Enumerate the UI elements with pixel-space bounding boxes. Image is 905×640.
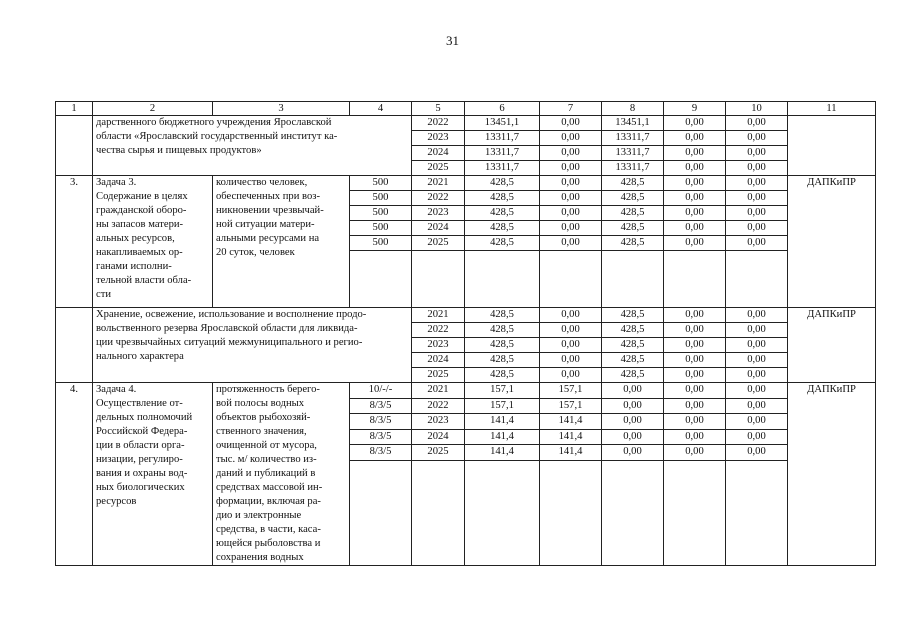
federal-cell: 0,00 <box>540 353 602 368</box>
empty-cell <box>540 251 602 308</box>
text-line: средствах массовой ин- <box>216 482 323 493</box>
regional-cell: 428,5 <box>602 236 664 251</box>
empty-cell <box>350 251 412 308</box>
table-row <box>56 383 876 399</box>
federal-cell: 0,00 <box>540 338 602 353</box>
year-cell: 2025 <box>412 445 465 461</box>
year-cell: 2024 <box>412 429 465 445</box>
text-line: чества сырья и пищевых продуктов» <box>96 145 262 156</box>
local-cell: 0,00 <box>664 131 726 146</box>
text-line: Содержание в целях <box>96 191 188 202</box>
header-cell: 9 <box>664 102 726 116</box>
local-cell: 0,00 <box>664 221 726 236</box>
total-cell: 428,5 <box>465 368 540 383</box>
target-cell: 500 <box>350 191 412 206</box>
header-cell: 2 <box>93 102 213 116</box>
empty-cell <box>602 460 664 565</box>
federal-cell: 0,00 <box>540 131 602 146</box>
measure-description <box>93 116 412 176</box>
total-cell: 428,5 <box>465 353 540 368</box>
total-cell: 428,5 <box>465 206 540 221</box>
empty-cell <box>602 251 664 308</box>
target-cell: 8/3/5 <box>350 414 412 430</box>
text-line: ресурсов <box>96 496 137 507</box>
text-line: 20 суток, человек <box>216 247 295 258</box>
extra-cell: 0,00 <box>726 368 788 383</box>
text-line: дио и электронные <box>216 510 302 521</box>
target-cell: 500 <box>350 221 412 236</box>
year-cell: 2023 <box>412 131 465 146</box>
empty-cell <box>465 460 540 565</box>
regional-cell: 0,00 <box>602 383 664 399</box>
federal-cell: 0,00 <box>540 161 602 176</box>
regional-cell: 0,00 <box>602 414 664 430</box>
local-cell: 0,00 <box>664 383 726 399</box>
federal-cell: 141,4 <box>540 414 602 430</box>
extra-cell: 0,00 <box>726 383 788 399</box>
target-cell: 500 <box>350 176 412 191</box>
year-cell: 2023 <box>412 414 465 430</box>
target-cell: 8/3/5 <box>350 398 412 414</box>
year-cell: 2025 <box>412 161 465 176</box>
total-cell: 141,4 <box>465 414 540 430</box>
local-cell: 0,00 <box>664 236 726 251</box>
text-line: количество человек, <box>216 177 308 188</box>
text-line: ны запасов матери- <box>96 219 184 230</box>
extra-cell: 0,00 <box>726 161 788 176</box>
local-cell: 0,00 <box>664 206 726 221</box>
empty-cell <box>664 251 726 308</box>
total-cell: 428,5 <box>465 323 540 338</box>
measure-description <box>93 308 412 383</box>
federal-cell: 0,00 <box>540 146 602 161</box>
header-cell: 5 <box>412 102 465 116</box>
total-cell: 428,5 <box>465 236 540 251</box>
extra-cell: 0,00 <box>726 445 788 461</box>
text-line: Хранение, освежение, использование и восполнение продо- <box>96 309 367 320</box>
local-cell: 0,00 <box>664 161 726 176</box>
table-row <box>56 308 876 323</box>
year-cell: 2021 <box>412 308 465 323</box>
empty-cell <box>726 251 788 308</box>
federal-cell: 0,00 <box>540 221 602 236</box>
page-number: 31 <box>446 33 459 48</box>
local-cell: 0,00 <box>664 368 726 383</box>
total-cell: 13311,7 <box>465 131 540 146</box>
task-number: 4. <box>56 383 93 566</box>
local-cell: 0,00 <box>664 338 726 353</box>
local-cell: 0,00 <box>664 191 726 206</box>
federal-cell: 0,00 <box>540 206 602 221</box>
year-cell: 2022 <box>412 116 465 131</box>
total-cell: 157,1 <box>465 398 540 414</box>
local-cell: 0,00 <box>664 398 726 414</box>
text-line: сохранения водных <box>216 552 304 563</box>
target-cell: 500 <box>350 236 412 251</box>
year-cell: 2025 <box>412 368 465 383</box>
total-cell: 428,5 <box>465 338 540 353</box>
year-cell: 2023 <box>412 206 465 221</box>
extra-cell: 0,00 <box>726 338 788 353</box>
year-cell: 2022 <box>412 191 465 206</box>
extra-cell: 0,00 <box>726 414 788 430</box>
total-cell: 428,5 <box>465 191 540 206</box>
text-line: Задача 4. <box>96 384 137 395</box>
federal-cell: 0,00 <box>540 116 602 131</box>
total-cell: 13451,1 <box>465 116 540 131</box>
extra-cell: 0,00 <box>726 206 788 221</box>
regional-cell: 428,5 <box>602 206 664 221</box>
header-cell: 11 <box>788 102 876 116</box>
total-cell: 141,4 <box>465 429 540 445</box>
header-cell: 1 <box>56 102 93 116</box>
regional-cell: 428,5 <box>602 308 664 323</box>
text-line: альными ресурсами на <box>216 233 320 244</box>
total-cell: 428,5 <box>465 308 540 323</box>
text-line: дарственного бюджетного учреждения Ярославской <box>96 117 332 128</box>
program-table <box>55 101 876 566</box>
year-cell: 2024 <box>412 353 465 368</box>
federal-cell: 0,00 <box>540 323 602 338</box>
year-cell: 2024 <box>412 146 465 161</box>
federal-cell: 157,1 <box>540 398 602 414</box>
extra-cell: 0,00 <box>726 236 788 251</box>
text-line: ции чрезвычайных ситуаций межмуниципального и регио- <box>96 337 363 348</box>
text-line: ных биологических <box>96 482 185 493</box>
header-cell: 6 <box>465 102 540 116</box>
extra-cell: 0,00 <box>726 191 788 206</box>
empty-cell <box>350 460 412 565</box>
indicator-description <box>213 383 350 566</box>
total-cell: 13311,7 <box>465 146 540 161</box>
extra-cell: 0,00 <box>726 146 788 161</box>
regional-cell: 428,5 <box>602 191 664 206</box>
regional-cell: 428,5 <box>602 353 664 368</box>
year-cell: 2025 <box>412 236 465 251</box>
federal-cell: 0,00 <box>540 191 602 206</box>
extra-cell: 0,00 <box>726 353 788 368</box>
text-line: Осуществление от- <box>96 398 183 409</box>
executor-cell: ДАПКиПР <box>788 176 876 308</box>
text-line: Российской Федера- <box>96 426 188 437</box>
federal-cell: 0,00 <box>540 308 602 323</box>
header-cell: 8 <box>602 102 664 116</box>
text-line: сти <box>96 289 112 300</box>
task-description <box>93 176 213 308</box>
text-line: объектов рыбохозяй- <box>216 412 311 423</box>
regional-cell: 0,00 <box>602 445 664 461</box>
text-line: тельной власти обла- <box>96 275 192 286</box>
regional-cell: 428,5 <box>602 176 664 191</box>
header-cell: 4 <box>350 102 412 116</box>
indicator-description <box>213 176 350 308</box>
empty-cell <box>726 460 788 565</box>
total-cell: 141,4 <box>465 445 540 461</box>
text-line: низации, регулиро- <box>96 454 183 465</box>
text-line: средства, в части, каса- <box>216 524 321 535</box>
text-line: ции в области орга- <box>96 440 185 451</box>
header-cell: 3 <box>213 102 350 116</box>
extra-cell: 0,00 <box>726 131 788 146</box>
year-cell: 2022 <box>412 323 465 338</box>
year-cell: 2024 <box>412 221 465 236</box>
text-line: очищенной от мусора, <box>216 440 317 451</box>
executor-cell: ДАПКиПР <box>788 308 876 383</box>
executor-cell: ДАПКиПР <box>788 383 876 566</box>
empty-cell <box>465 251 540 308</box>
task-number: 3. <box>56 176 93 308</box>
text-line: ственного значения, <box>216 426 307 437</box>
regional-cell: 428,5 <box>602 338 664 353</box>
text-line: дельных полномочий <box>96 412 193 423</box>
text-line: альных ресурсов, <box>96 233 175 244</box>
text-line: Задача 3. <box>96 177 137 188</box>
extra-cell: 0,00 <box>726 116 788 131</box>
header-cell: 10 <box>726 102 788 116</box>
text-line: вой полосы водных <box>216 398 305 409</box>
text-line: ной ситуации матери- <box>216 219 315 230</box>
text-line: ганами исполни- <box>96 261 172 272</box>
federal-cell: 0,00 <box>540 176 602 191</box>
table-row <box>56 116 876 131</box>
target-cell: 500 <box>350 206 412 221</box>
local-cell: 0,00 <box>664 116 726 131</box>
local-cell: 0,00 <box>664 176 726 191</box>
local-cell: 0,00 <box>664 323 726 338</box>
local-cell: 0,00 <box>664 353 726 368</box>
text-line: вания и охраны вод- <box>96 468 188 479</box>
text-line: накапливаемых ор- <box>96 247 183 258</box>
header-cell: 7 <box>540 102 602 116</box>
empty-cell <box>664 460 726 565</box>
text-line: нального характера <box>96 351 184 362</box>
num-cell <box>56 308 93 383</box>
extra-cell: 0,00 <box>726 323 788 338</box>
year-cell: 2022 <box>412 398 465 414</box>
total-cell: 428,5 <box>465 176 540 191</box>
target-cell: 8/3/5 <box>350 429 412 445</box>
text-line: ющейся рыболовства и <box>216 538 321 549</box>
regional-cell: 13311,7 <box>602 131 664 146</box>
total-cell: 13311,7 <box>465 161 540 176</box>
regional-cell: 428,5 <box>602 368 664 383</box>
empty-cell <box>540 460 602 565</box>
extra-cell: 0,00 <box>726 398 788 414</box>
federal-cell: 0,00 <box>540 236 602 251</box>
regional-cell: 13311,7 <box>602 146 664 161</box>
extra-cell: 0,00 <box>726 308 788 323</box>
regional-cell: 0,00 <box>602 398 664 414</box>
text-line: протяженность берего- <box>216 384 320 395</box>
local-cell: 0,00 <box>664 429 726 445</box>
federal-cell: 141,4 <box>540 445 602 461</box>
text-line: даний и публикаций в <box>216 468 316 479</box>
local-cell: 0,00 <box>664 308 726 323</box>
task-description <box>93 383 213 566</box>
year-cell: 2021 <box>412 176 465 191</box>
regional-cell: 13451,1 <box>602 116 664 131</box>
text-line: вольственного резерва Ярославской области для ликвида- <box>96 323 358 334</box>
text-line: никновении чрезвычай- <box>216 205 324 216</box>
executor-cell <box>788 116 876 176</box>
empty-cell <box>412 251 465 308</box>
regional-cell: 428,5 <box>602 323 664 338</box>
total-cell: 157,1 <box>465 383 540 399</box>
empty-cell <box>412 460 465 565</box>
local-cell: 0,00 <box>664 445 726 461</box>
header-row <box>56 102 876 116</box>
federal-cell: 0,00 <box>540 368 602 383</box>
regional-cell: 0,00 <box>602 429 664 445</box>
total-cell: 428,5 <box>465 221 540 236</box>
table-row <box>56 176 876 191</box>
extra-cell: 0,00 <box>726 176 788 191</box>
num-cell <box>56 116 93 176</box>
year-cell: 2021 <box>412 383 465 399</box>
text-line: гражданской оборо- <box>96 205 187 216</box>
text-line: формации, включая ра- <box>216 496 321 507</box>
regional-cell: 13311,7 <box>602 161 664 176</box>
regional-cell: 428,5 <box>602 221 664 236</box>
local-cell: 0,00 <box>664 146 726 161</box>
federal-cell: 141,4 <box>540 429 602 445</box>
text-line: области «Ярославский государственный институт ка- <box>96 131 338 142</box>
text-line: обеспеченных при воз- <box>216 191 320 202</box>
local-cell: 0,00 <box>664 414 726 430</box>
target-cell: 8/3/5 <box>350 445 412 461</box>
year-cell: 2023 <box>412 338 465 353</box>
federal-cell: 157,1 <box>540 383 602 399</box>
extra-cell: 0,00 <box>726 221 788 236</box>
text-line: тыс. м/ количество из- <box>216 454 317 465</box>
target-cell: 10/-/- <box>350 383 412 399</box>
extra-cell: 0,00 <box>726 429 788 445</box>
